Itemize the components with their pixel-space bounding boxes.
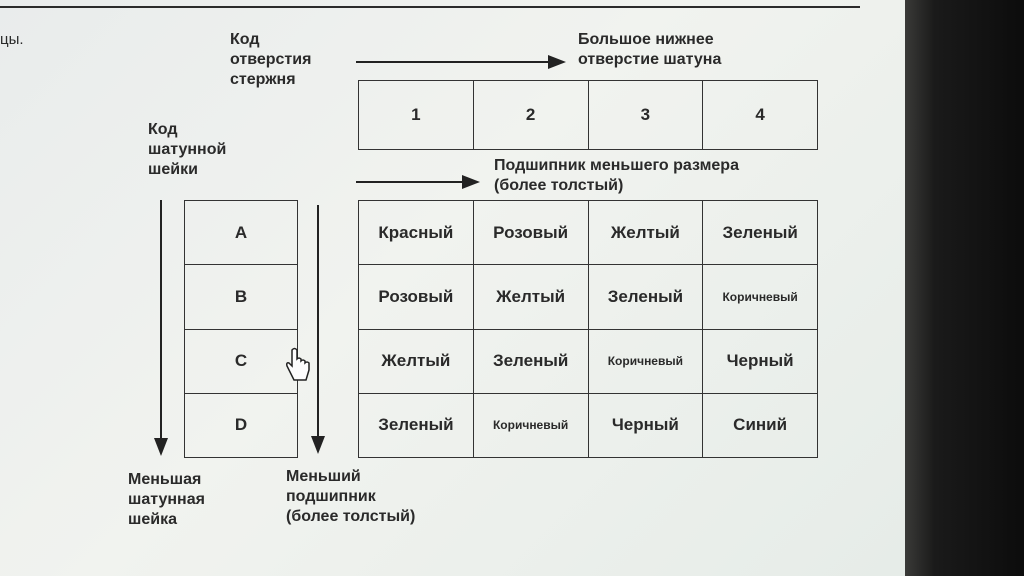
journal-code-cell: A <box>185 201 298 265</box>
journal-code-label: Код шатунной шейки <box>148 121 227 178</box>
color-cell: Желтый <box>588 201 703 265</box>
bore-code-table <box>358 80 818 150</box>
table-row <box>359 201 818 265</box>
color-cell: Коричневый <box>703 265 818 329</box>
journal-code-cell: D <box>185 393 298 457</box>
color-cell: Черный <box>703 329 818 393</box>
table-row <box>185 265 298 329</box>
color-cell: Черный <box>588 393 703 457</box>
journal-code-cell: C <box>185 329 298 393</box>
color-cell: Красный <box>359 201 474 265</box>
color-cell: Зеленый <box>588 265 703 329</box>
hand-cursor-icon <box>284 346 314 386</box>
color-cell: Желтый <box>359 329 474 393</box>
journal-down-arrow-head <box>154 438 168 456</box>
bore-code-cell: 1 <box>359 81 474 150</box>
table-row <box>359 81 818 150</box>
color-cell: Розовый <box>473 201 588 265</box>
partial-text: цы. <box>0 31 24 48</box>
table-row <box>359 265 818 329</box>
color-cell: Желтый <box>473 265 588 329</box>
smaller-bearing-label: Меньший подшипник (более толстый) <box>286 468 416 525</box>
bearing-color-table <box>358 200 818 458</box>
monitor-bezel <box>905 0 1024 576</box>
smaller-bearing-header: Подшипник меньшего размера (более толстый) <box>494 157 739 194</box>
color-cell: Синий <box>703 393 818 457</box>
rod-bore-code-label: Код отверстия стержня <box>230 31 312 88</box>
table-row <box>359 329 818 393</box>
color-cell: Зеленый <box>473 329 588 393</box>
table-row <box>185 393 298 457</box>
table-row <box>185 329 298 393</box>
color-cell: Зеленый <box>359 393 474 457</box>
bore-code-cell: 3 <box>588 81 703 150</box>
journal-code-cell: B <box>185 265 298 329</box>
bore-arrow-head <box>548 55 566 69</box>
table-row <box>359 393 818 457</box>
table-row <box>185 201 298 265</box>
bearing-header-arrow-head <box>462 175 480 189</box>
bore-code-cell: 2 <box>473 81 588 150</box>
journal-code-table <box>184 200 298 458</box>
big-end-bore-label: Большое нижнее отверстие шатуна <box>578 31 722 68</box>
smaller-journal-label: Меньшая шатунная шейка <box>128 471 205 528</box>
bearing-down-arrow-head <box>311 436 325 454</box>
color-cell: Коричневый <box>473 393 588 457</box>
color-cell: Коричневый <box>588 329 703 393</box>
color-cell: Розовый <box>359 265 474 329</box>
color-cell: Зеленый <box>703 201 818 265</box>
bore-code-cell: 4 <box>703 81 818 150</box>
